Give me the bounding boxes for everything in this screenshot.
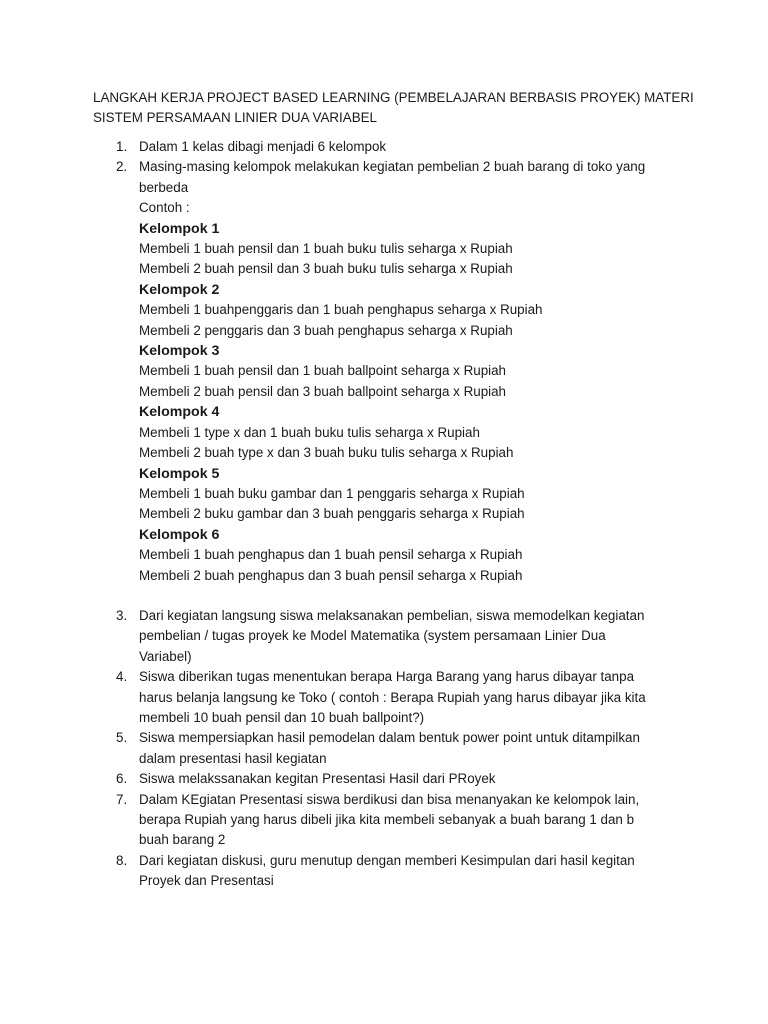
- group-item: Membeli 1 buah pensil dan 1 buah buku tulis seharga x Rupiah: [139, 241, 513, 257]
- group-heading: Kelompok 4: [139, 404, 220, 421]
- step-text: Masing-masing kelompok melakukan kegiatan pembelian 2 buah barang di toko yang: [139, 159, 646, 175]
- step-text: Proyek dan Presentasi: [139, 873, 274, 889]
- step-text: berbeda: [139, 179, 189, 195]
- step-text: Variabel): [139, 648, 192, 664]
- step-text: Siswa melakssanakan kegitan Presentasi Hasil dari PRoyek: [139, 771, 496, 787]
- group-item: Membeli 1 buah penghapus dan 1 buah pensil seharga x Rupiah: [139, 547, 523, 563]
- step-number: 8.: [116, 852, 128, 868]
- group-heading: Kelompok 1: [139, 220, 220, 237]
- group-item: Membeli 2 buah pensil dan 3 buah buku tulis seharga x Rupiah: [139, 261, 513, 277]
- step-text: Siswa diberikan tugas menentukan berapa Harga Barang yang harus dibayar tanpa: [139, 669, 635, 685]
- step-text: Dalam KEgiatan Presentasi siswa berdikusi dan bisa menanyakan ke kelompok lain,: [139, 791, 640, 807]
- step-number: 5.: [116, 730, 128, 746]
- step-2: [93, 157, 693, 586]
- step-8: [93, 851, 693, 892]
- step-text: Dari kegiatan diskusi, guru menutup dengan memberi Kesimpulan dari hasil kegitan: [139, 852, 635, 868]
- step-text: Dalam 1 kelas dibagi menjadi 6 kelompok: [139, 139, 387, 154]
- group-heading: Kelompok 5: [139, 465, 220, 482]
- title-line: LANGKAH KERJA PROJECT BASED LEARNING (PEMBELAJARAN BERBASIS PROYEK) MATERI: [93, 90, 694, 105]
- steps-list-part-2: [93, 606, 693, 892]
- step-number: 2.: [116, 159, 128, 175]
- group-item: Membeli 1 buah buku gambar dan 1 penggaris seharga x Rupiah: [139, 485, 525, 501]
- step-3: [93, 606, 693, 667]
- step-7: [93, 790, 693, 851]
- step-6: [93, 769, 693, 789]
- steps-list-part-1: [93, 137, 693, 586]
- example-label: Contoh :: [139, 200, 190, 216]
- group-heading: Kelompok 3: [139, 343, 220, 360]
- group-item: Membeli 1 buahpenggaris dan 1 buah penghapus seharga x Rupiah: [139, 302, 543, 318]
- group-item: Membeli 1 buah pensil dan 1 buah ballpoint seharga x Rupiah: [139, 363, 507, 379]
- group-item: Membeli 2 penggaris dan 3 buah penghapus seharga x Rupiah: [139, 322, 513, 338]
- step-text: Dari kegiatan langsung siswa melaksanakan pembelian, siswa memodelkan kegiatan: [139, 608, 645, 623]
- step-text: dalam presentasi hasil kegiatan: [139, 750, 327, 766]
- group-item: Membeli 2 buku gambar dan 3 buah penggaris seharga x Rupiah: [139, 506, 525, 522]
- group-heading: Kelompok 6: [139, 526, 220, 543]
- step-number: 7.: [116, 791, 128, 807]
- step-number: 1.: [116, 139, 128, 154]
- step-text: pembelian / tugas proyek ke Model Matematika (system persamaan Linier Dua: [139, 628, 606, 644]
- group-item: Membeli 2 buah type x dan 3 buah buku tulis seharga x Rupiah: [139, 445, 514, 461]
- step-text: harus belanja langsung ke Toko ( contoh : Berapa Rupiah yang harus dibayar jika kita: [139, 689, 646, 705]
- group-heading: Kelompok 2: [139, 281, 220, 298]
- step-number: 3.: [116, 608, 128, 623]
- step-number: 4.: [116, 669, 128, 685]
- step-5: [93, 728, 693, 769]
- step-text: buah barang 2: [139, 832, 226, 848]
- title-line: SISTEM PERSAMAAN LINIER DUA VARIABEL: [93, 110, 378, 126]
- step-text: berapa Rupiah yang harus dibeli jika kita membeli sebanyak a buah barang 1 dan b: [139, 812, 635, 828]
- step-4: [93, 667, 693, 728]
- document-title: [93, 88, 693, 129]
- group-item: Membeli 2 buah pensil dan 3 buah ballpoint seharga x Rupiah: [139, 383, 507, 399]
- group-item: Membeli 2 buah penghapus dan 3 buah pensil seharga x Rupiah: [139, 567, 523, 583]
- step-1: [93, 137, 693, 157]
- group-item: Membeli 1 type x dan 1 buah buku tulis seharga x Rupiah: [139, 424, 480, 440]
- step-number: 6.: [116, 771, 128, 787]
- step-text: Siswa mempersiapkan hasil pemodelan dalam bentuk power point untuk ditampilkan: [139, 730, 640, 746]
- step-text: membeli 10 buah pensil dan 10 buah ballpoint?): [139, 710, 425, 726]
